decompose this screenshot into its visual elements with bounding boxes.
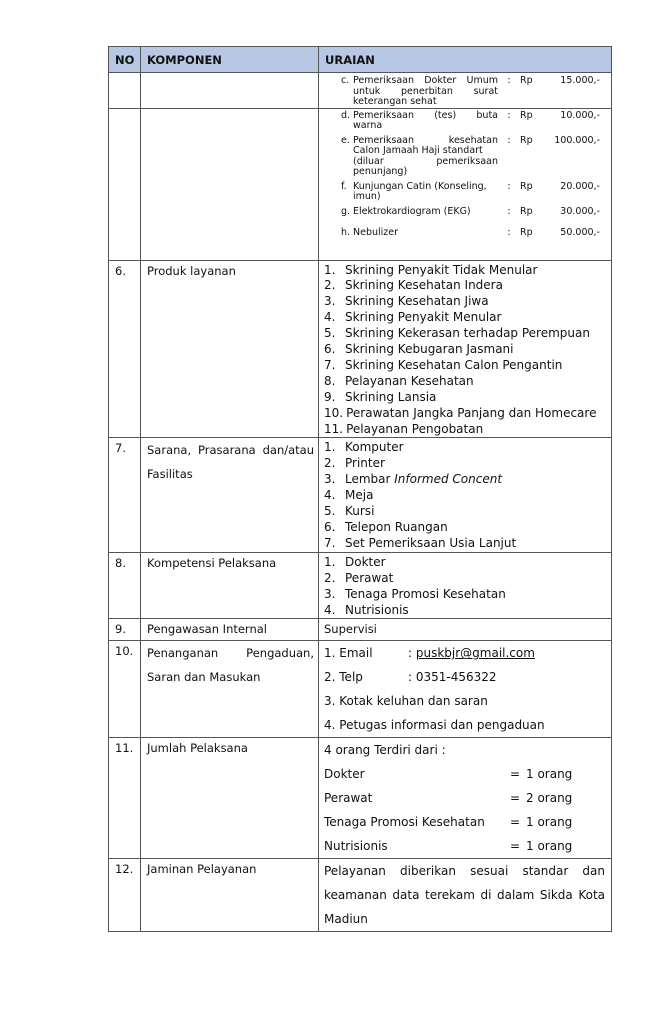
table-row: 10. Penanganan Pengaduan, Saran dan Masukan 1. Email : puskbjr@gmail.com 2. Telp : 0351-456322 3. Kotak keluhan dan saran 4. Petugas informasi dan pengaduan <box>109 641 612 738</box>
table-row: 7. Sarana, Prasarana dan/atau Fasilitas 1. Komputer 2. Printer 3. Lembar Informed Concent 4. Meja 5. Kursi 6. Telepon Ruangan 7. Set Pemeriksaan Usia Lanjut <box>109 438 612 552</box>
staff-row: Perawat = 2 orang <box>324 791 573 806</box>
fee-item-e: e. Pemeriksaan kesehatan Calon Jamaah Haji standart (diluar pemeriksaan penunjang) : Rp 100.000,- <box>341 134 600 177</box>
list-item: 9. Skrining Lansia <box>324 389 437 404</box>
fee-item-c: c. Pemeriksaan Dokter Umum untuk penerbitan surat keterangan sehat : Rp 15.000,- <box>341 75 600 107</box>
list-item: 2. Perawat <box>324 570 394 585</box>
fee-item-d: d. Pemeriksaan (tes) buta warna : Rp 10.000,- <box>341 109 600 131</box>
table-row <box>109 73 612 109</box>
table-row: 9. Pengawasan Internal Supervisi <box>109 619 612 641</box>
contact-kotak: 3. Kotak keluhan dan saran <box>324 694 488 709</box>
header-uraian: URAIAN <box>319 47 612 73</box>
list-item: 3. Skrining Kesehatan Jiwa <box>324 294 489 309</box>
list-item: 11. Pelayanan Pengobatan <box>324 421 484 436</box>
staff-row: Nutrisionis = 1 orang <box>324 839 573 854</box>
kompetensi-list <box>319 553 611 619</box>
list-item: 2. Skrining Kesehatan Indera <box>324 278 503 293</box>
jaminan-text: Pelayanan diberikan sesuai standar dan keamanan data terekam di dalam Sikda Kota Madiun <box>319 859 612 932</box>
header-komponen: KOMPONEN <box>141 47 319 73</box>
list-item: 6. Telepon Ruangan <box>324 520 448 534</box>
table-row: 12. Jaminan Pelayanan Pelayanan diberikan sesuai standar dan keamanan data terekam di dalam Sikda Kota Madiun <box>109 859 612 932</box>
fee-item-g: g. Elektrokardiogram (EKG) : Rp 30.000,- <box>341 205 600 217</box>
list-item: 4. Nutrisionis <box>324 602 409 617</box>
list-item: 2. Printer <box>324 456 385 471</box>
fee-item-h: h. Nebulizer : Rp 50.000,- <box>341 227 600 238</box>
list-item: 7. Skrining Kesehatan Calon Pengantin <box>324 357 563 372</box>
contact-petugas: 4. Petugas informasi dan pengaduan <box>324 718 545 733</box>
list-item: 5. Kursi <box>324 504 375 519</box>
list-item: 8. Pelayanan Kesehatan <box>324 373 474 388</box>
contact-email: 1. Email : puskbjr@gmail.com <box>324 641 611 665</box>
list-item: 4. Skrining Penyakit Menular <box>324 310 502 325</box>
service-standard-table <box>108 46 612 932</box>
list-item: 7. Set Pemeriksaan Usia Lanjut <box>324 535 517 550</box>
list-item: 1. Dokter <box>324 554 386 569</box>
list-item: 5. Skrining Kekerasan terhadap Perempuan <box>324 326 590 341</box>
list-item: 1. Komputer <box>324 440 404 455</box>
list-item: 3. Tenaga Promosi Kesehatan <box>324 586 506 601</box>
table-row: 8. Kompetensi Pelaksana 1. Dokter 2. Perawat 3. Tenaga Promosi Kesehatan 4. Nutrisionis <box>109 552 612 619</box>
table-row: 6. Produk layanan 1. Skrining Penyakit Tidak Menular 2. Skrining Kesehatan Indera 3. Skrining Kesehatan Jiwa 4. Skrining Penyakit Menular 5. Skrining Kekerasan terhadap Perempuan 6. Skrining Kebugaran Jasmani 7. Skrining Kesehatan Calon Pengantin 8. Pelayanan Kesehatan 9. Skrining Lansia 10. Perawatan Jangka Panjang dan Homecare 11. Pelayanan Pengobatan <box>109 260 612 438</box>
list-item: 10. Perawatan Jangka Panjang dan Homecare <box>324 405 597 420</box>
table-row: 11. Jumlah Pelaksana 4 orang Terdiri dari : Dokter = 1 orang Perawat = 2 orang Tenaga Promosi Kesehatan = 1 orang Nutrisionis = 1 orang <box>109 738 612 859</box>
sarana-list <box>319 438 611 551</box>
staff-row: Dokter = 1 orang <box>324 767 573 782</box>
contact-telp: 2. Telp : 0351-456322 <box>324 670 497 685</box>
list-item: 4. Meja <box>324 488 374 503</box>
document-page <box>108 46 611 932</box>
list-item: 3. Lembar Informed Concent <box>324 472 503 487</box>
email-link[interactable]: : puskbjr@gmail.com <box>408 646 535 661</box>
list-item: 6. Skrining Kebugaran Jasmani <box>324 342 514 357</box>
fee-item-f: f. Kunjungan Catin (Konseling, imun) : Rp 20.000,- <box>341 180 600 202</box>
produk-layanan-list <box>319 261 611 438</box>
jumlah-intro: 4 orang Terdiri dari : <box>324 743 446 758</box>
table-row <box>109 108 612 260</box>
table-header-row <box>109 47 612 73</box>
header-no: NO <box>109 47 141 73</box>
list-item: 1. Skrining Penyakit Tidak Menular <box>324 262 538 277</box>
staff-row: Tenaga Promosi Kesehatan = 1 orang <box>324 815 573 830</box>
